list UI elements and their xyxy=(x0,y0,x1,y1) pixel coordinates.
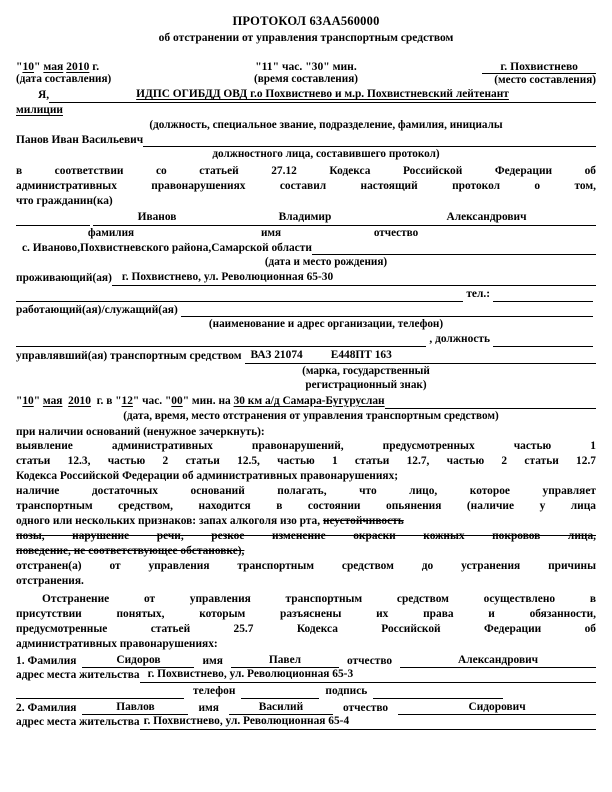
citizen-birth-fill-rule xyxy=(312,242,596,255)
witness-2-surname-value[interactable]: Павлов xyxy=(82,701,188,716)
document-title-block xyxy=(16,14,596,46)
witness-2-patronymic-label: отчество xyxy=(342,701,389,714)
witness-1-surname-value[interactable]: Сидоров xyxy=(82,654,194,669)
grounds-intro: при наличии оснований (ненужное зачеркнуть): xyxy=(16,425,265,438)
citizen-jobposition-row xyxy=(16,333,596,347)
witness-2-address-row xyxy=(16,715,596,730)
vehicle-fill-rule xyxy=(398,351,596,364)
citizen-name-gap-rule-2 xyxy=(363,213,377,226)
citizen-jobposition-input-rule[interactable] xyxy=(493,334,593,347)
grounds-result-line2: отстранения. xyxy=(16,574,84,587)
witness-1-firstname-value[interactable]: Павел xyxy=(231,654,339,669)
witnesses-intro-line1: Отстранение от управления транспортным средством осуществлено в xyxy=(42,592,596,605)
grounds-item2-line1: наличие достаточных оснований полагать, что лицо, которое управляет xyxy=(16,485,596,498)
witnesses-intro-line2: присутствии понятых, которым разъяснены их права и обязанности, xyxy=(16,607,596,620)
vehicle-label: управлявший(ая) транспортным средством xyxy=(16,350,242,363)
compile-date-suffix: г. xyxy=(92,60,100,74)
removal-minute-label: мин. на xyxy=(191,394,231,407)
grounds-item1-line2: статьи 12.3, частью 2 статьи 12.5, частью 1 статьи 12.7, частью 2 статьи 12.7 xyxy=(16,455,596,468)
compile-time-hour[interactable]: 11 xyxy=(261,60,273,74)
officer-caption-1: (должность, специальное звание, подразделение, фамилия, инициалы xyxy=(149,118,503,131)
witness-1-signature-input-rule[interactable] xyxy=(373,686,503,699)
vehicle-row xyxy=(16,349,596,364)
grounds-item2-line4-struck: позы, нарушение речи, резкое изменение окраски кожных покровов лица, xyxy=(16,530,596,543)
officer-position-row xyxy=(16,88,596,103)
basis-paragraph-line3: что гражданин(ка) xyxy=(16,195,113,208)
citizen-patronymic-value[interactable]: Александрович xyxy=(377,211,596,226)
grounds-item1-line1: выявление административных правонарушений, предусмотренных частью 1 xyxy=(16,440,596,453)
citizen-jobposition-label: , должность xyxy=(429,333,490,346)
citizen-employer-input-rule[interactable] xyxy=(181,304,593,317)
grounds-item2-line5-struck: поведение, не соответствующее обстановке), xyxy=(16,545,245,558)
witness-1-name-row xyxy=(16,654,596,669)
citizen-employer-label: работающий(ая)/служащий(ая) xyxy=(16,303,178,316)
citizen-name-labels-row xyxy=(16,226,596,240)
witness-1-address-row xyxy=(16,668,596,683)
witness-1-address-value[interactable]: г. Похвистнево, ул. Революционная 65-3 xyxy=(140,668,596,683)
compile-place-value[interactable]: г. Похвистнево xyxy=(482,60,596,74)
removal-caption: (дата, время, место отстранения от управления транспортным средством) xyxy=(123,409,499,422)
removal-month[interactable]: мая xyxy=(42,394,63,407)
witness-1-address-cont-rule xyxy=(16,686,184,699)
removal-hour[interactable]: 12 xyxy=(121,394,133,407)
witness-2-patronymic-value[interactable]: Сидорович xyxy=(398,701,596,716)
citizen-residence-label: проживающий(ая) xyxy=(16,272,112,285)
witness-1-surname-label: Фамилия xyxy=(27,654,77,667)
witness-2-address-value[interactable]: г. Похвистнево, ул. Революционная 65-4 xyxy=(140,715,596,730)
compile-place-caption: (место составления) xyxy=(494,74,596,87)
removal-fill-rule xyxy=(385,396,596,409)
witness-2-firstname-value[interactable]: Василий xyxy=(229,701,333,716)
citizen-birth-value[interactable]: с. Иваново,Похвистневского района,Самарской области xyxy=(22,241,312,254)
witness-2-firstname-label: имя xyxy=(198,701,219,714)
document-title: ПРОТОКОЛ 63АА560000 xyxy=(232,14,380,28)
citizen-name-row xyxy=(16,211,596,226)
removal-day[interactable]: 10 xyxy=(22,394,34,407)
witness-1-phone-label: телефон xyxy=(193,684,236,697)
citizen-name-gap-rule-1 xyxy=(221,213,247,226)
witness-1-signature-label: подпись xyxy=(325,684,368,697)
witnesses-intro-line3: предусмотренные статьей 25.7 Кодекса Российской Федерации об xyxy=(16,622,596,635)
officer-name-fill-rule xyxy=(143,134,596,147)
vehicle-caption-line1: (марка, государственный xyxy=(302,364,430,377)
document-subtitle: об отстранении от управления транспортным средством xyxy=(158,31,454,44)
citizen-birth-caption: (дата и место рождения) xyxy=(264,256,388,269)
vehicle-make-value[interactable]: ВАЗ 21074 xyxy=(245,349,309,364)
citizen-phone-label: тел.: xyxy=(466,288,490,301)
witness-1-contact-row xyxy=(16,685,596,699)
compile-date-year[interactable]: 2010 xyxy=(66,60,90,74)
compile-time-group xyxy=(209,60,402,86)
citizen-firstname-value[interactable]: Владимир xyxy=(247,211,363,226)
officer-position-line2-row xyxy=(16,103,596,118)
witnesses-intro-line4: административных правонарушениях: xyxy=(16,637,218,650)
removal-datetime-value[interactable]: "10" мая 2010 г. в "12" час. "00" мин. на 30 км а/д Самара-Бугуруслан xyxy=(16,394,385,407)
removal-minute[interactable]: 00 xyxy=(171,394,183,407)
witness-2-surname-label: Фамилия xyxy=(27,701,77,714)
citizen-firstname-label: имя xyxy=(260,226,282,239)
removal-year[interactable]: 2010 xyxy=(68,394,91,407)
citizen-name-lead-rule xyxy=(16,213,90,226)
grounds-item2-line3-text: одного или нескольких признаков: запах алкоголя изо рта, xyxy=(16,515,323,528)
compile-date-month[interactable]: мая xyxy=(43,60,64,74)
citizen-residence-value[interactable]: г. Похвистнево, ул. Революционная 65-30 xyxy=(112,271,596,286)
compile-time-minute[interactable]: 30 xyxy=(311,60,324,74)
removal-hour-label: час. xyxy=(142,394,163,407)
compile-time-caption: (время составления) xyxy=(254,73,358,86)
basis-paragraph-line1: в соответствии со статьей 27.12 Кодекса Российской Федерации об xyxy=(16,165,596,178)
citizen-residence-cont-rule xyxy=(16,289,463,302)
citizen-phone-row xyxy=(16,288,596,302)
witness-2-name-row xyxy=(16,701,596,716)
vehicle-plate-value[interactable]: Е448ПТ 163 xyxy=(325,349,398,364)
officer-name-row xyxy=(16,134,596,148)
compile-place-group xyxy=(403,60,596,86)
header-meta-row xyxy=(16,60,596,86)
citizen-birth-row xyxy=(16,242,596,256)
compile-time-value[interactable]: "11" час. "30" мин. xyxy=(255,60,357,74)
citizen-employer-cont-rule xyxy=(16,334,426,347)
officer-caption-2: должностного лица, составившего протокол) xyxy=(212,148,440,161)
vehicle-gap-rule xyxy=(309,351,325,364)
grounds-item2-line3-struck: неустойчивость xyxy=(322,515,404,528)
citizen-residence-row xyxy=(16,271,596,286)
basis-paragraph-line2: административных правонарушениях составил настоящий протокол о том, xyxy=(16,180,596,193)
citizen-phone-input-rule[interactable] xyxy=(493,289,593,302)
officer-position-line1[interactable]: ИДПС ОГИБДД ОВД г.о Похвистнево и м.р. Похвистневский лейтенант xyxy=(49,88,596,103)
officer-position-line2[interactable]: милиции xyxy=(16,103,63,116)
citizen-employer-row xyxy=(16,304,596,318)
witness-1-address-label: адрес места жительства xyxy=(16,669,140,682)
compile-date-day[interactable]: 10 xyxy=(22,60,35,74)
removal-g-label: г. в xyxy=(96,394,113,407)
removal-datetime-row xyxy=(16,395,596,409)
removal-place[interactable]: 30 км а/д Самара-Бугуруслан xyxy=(233,394,385,407)
citizen-surname-value[interactable]: Иванов xyxy=(93,211,221,226)
witness-2-number: 2. xyxy=(16,701,25,714)
compile-date-value[interactable]: "10" мая 2010 г. xyxy=(16,60,100,74)
witness-1-phone-input-rule[interactable] xyxy=(241,686,319,699)
witness-1-patronymic-label: отчество xyxy=(346,654,393,667)
compile-date-caption: (дата составления) xyxy=(16,73,112,86)
compile-date-group xyxy=(16,60,209,86)
witness-1-firstname-label: имя xyxy=(202,654,223,667)
officer-name[interactable]: Панов Иван Васильевич xyxy=(16,133,144,146)
grounds-item2-line2: транспортным средством, находится в состоянии опьянения (наличие у лица xyxy=(16,500,596,513)
grounds-item1-line3: Кодекса Российской Федерации об административных правонарушениях; xyxy=(16,470,399,483)
grounds-item2-line3 xyxy=(16,514,596,529)
officer-prefix: Я, xyxy=(38,89,50,102)
citizen-patronymic-label: отчество xyxy=(373,226,419,239)
witness-2-address-label: адрес места жительства xyxy=(16,716,140,729)
grounds-result-line1: отстранен(а) от управления транспортным средством до устранения причины xyxy=(16,559,596,572)
witness-1-number: 1. xyxy=(16,654,25,667)
citizen-employer-caption: (наименование и адрес организации, телефон) xyxy=(208,318,444,331)
witness-1-patronymic-value[interactable]: Александрович xyxy=(400,654,596,669)
vehicle-caption-line2: регистрационный знак) xyxy=(305,378,427,391)
citizen-surname-label: фамилия xyxy=(87,226,135,239)
